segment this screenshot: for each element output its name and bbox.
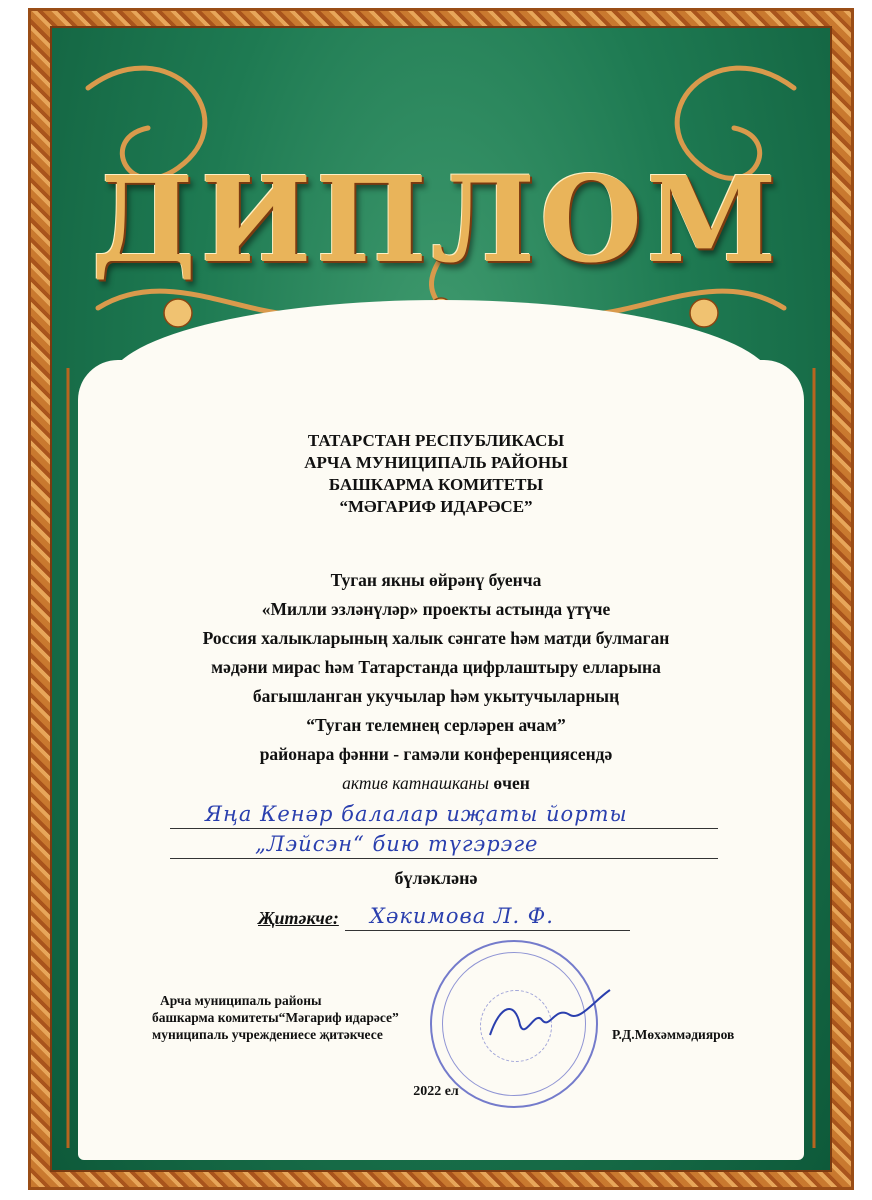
signatory-line: муниципаль учреждениесе җитәкчесе	[152, 1027, 383, 1042]
body-line	[100, 769, 772, 798]
recipient-underline-1	[170, 828, 718, 829]
signatory-line: башкарма комитеты“Мәгариф идарәсе”	[152, 1010, 399, 1025]
org-line: АРЧА МУНИЦИПАЛЬ РАЙОНЫ	[304, 453, 568, 472]
signature	[480, 985, 620, 1055]
body-line: «Милли эзләнүләр» проекты астында үтүче	[261, 599, 611, 619]
body-line: мәдәни мирас һәм Татарстанда цифрлаштыру елларына	[211, 657, 661, 677]
award-text	[100, 566, 772, 798]
body-line: багышланган укучылар һәм укытучыларның	[252, 686, 620, 706]
body-bold: өчен	[489, 773, 530, 793]
leader-underline	[345, 930, 630, 931]
body-italic: актив катнашканы	[342, 773, 490, 793]
body-line: районара фәнни - гамәли конференциясендә	[259, 744, 613, 764]
awarded-text: бүләкләнә	[394, 868, 478, 888]
diploma-title: ДИПЛОМ	[91, 150, 781, 289]
org-line: ТАТАРСТАН РЕСПУБЛИКАСЫ	[307, 431, 565, 450]
signatory-name: Р.Д.Мөхәммәдияров	[612, 1027, 735, 1042]
organization-block	[100, 430, 772, 518]
recipient-line-2: „Лэйсэн“ бию түгэрэге	[255, 832, 539, 856]
leader-name: Хәкимова Л. Ф.	[370, 904, 554, 928]
org-line: “МӘГАРИФ ИДАРӘСЕ”	[339, 497, 533, 516]
signatory-block	[152, 992, 399, 1043]
recipient-line-1: Яңа Кенәр балалар иҗаты йорты	[205, 802, 628, 826]
body-line: Туган якны өйрәнү буенча	[330, 570, 542, 590]
body-line: Россия халыкларының халык сәнгате һәм матди булмаган	[202, 628, 670, 648]
body-line: “Туган телемнең серләрен ачам”	[306, 715, 566, 735]
recipient-underline-2	[170, 858, 718, 859]
org-line: БАШКАРМА КОМИТЕТЫ	[328, 475, 544, 494]
signatory-line: Арча муниципаль районы	[160, 993, 322, 1008]
year: 2022 ел	[413, 1084, 459, 1099]
leader-label: Җитәкче:	[258, 908, 339, 928]
